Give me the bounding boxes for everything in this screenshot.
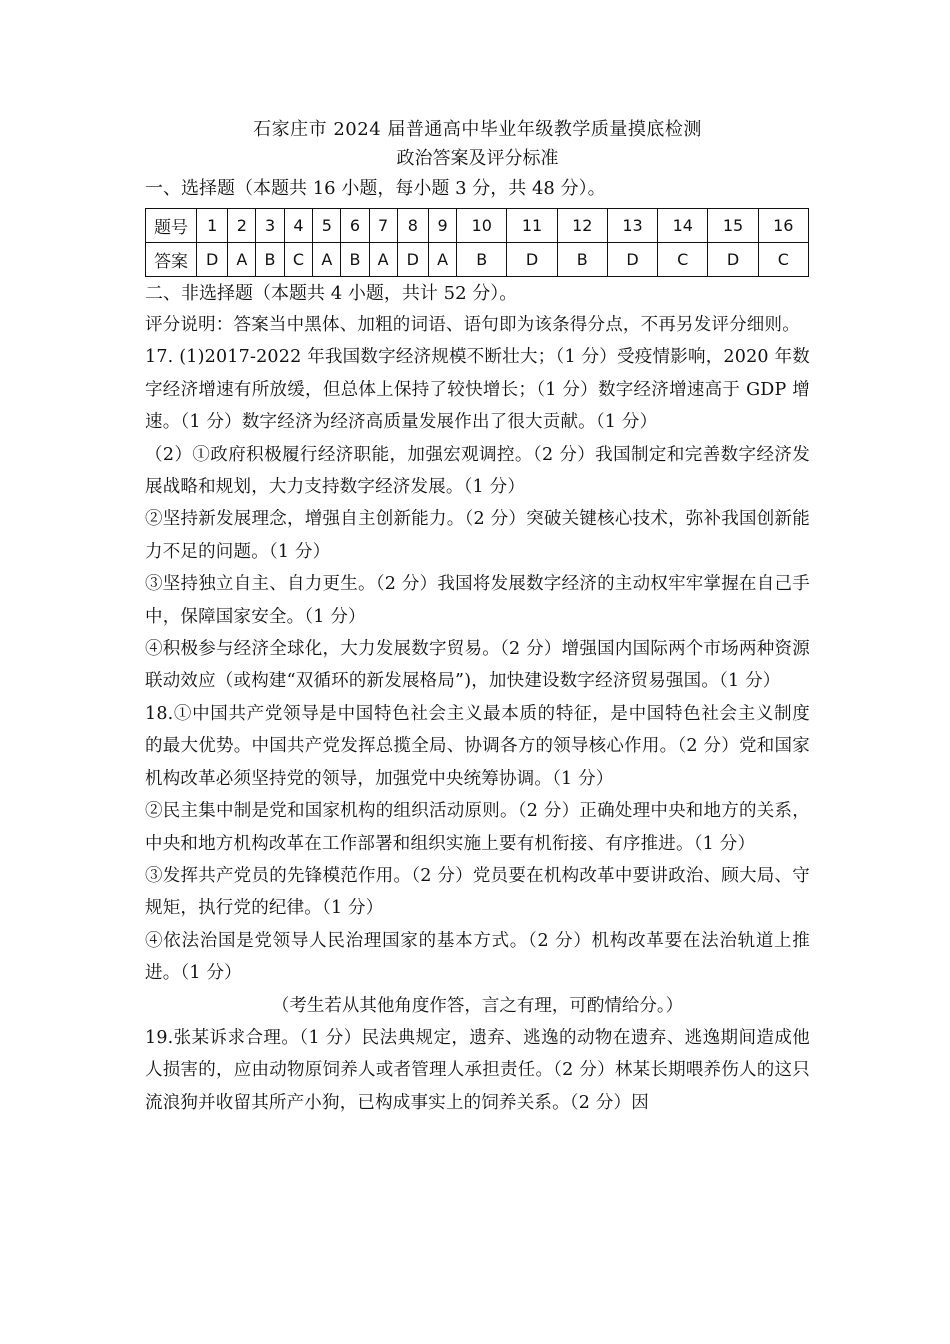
- question-number-cell: 2: [228, 209, 256, 243]
- question-number-cell: 16: [758, 209, 808, 243]
- q18-point4: ④依法治国是党领导人民治理国家的基本方式。（2 分）机构改革要在法治轨道上推进。（1 分）: [145, 930, 810, 984]
- q18-point3: ③发挥共产党员的先锋模范作用。（2 分）党员要在机构改革中要讲政治、顾大局、守规矩，执行党的纪律。（1 分）: [145, 865, 810, 919]
- question-number-cell: 3: [256, 209, 284, 243]
- question-number-cell: 6: [341, 209, 369, 243]
- q17-part2-point4: ④积极参与经济全球化，大力发展数字贸易。（2 分）增强国内国际两个市场两种资源联动效应（或构建“双循环的新发展格局”)，加快建设数字经济贸易强国。（1 分）: [145, 639, 810, 692]
- q17-part2-point1: （2）①政府积极履行经济职能，加强宏观调控。（2 分）我国制定和完善数字经济发展战略和规划，大力支持数字经济发展。（1 分）: [145, 444, 810, 498]
- section2-heading: 二、非选择题（本题共 4 小题，共计 52 分）。: [145, 283, 518, 304]
- q17-part2-point3: ③坚持独立自主、自力更生。（2 分）我国将发展数字经济的主动权牢牢掌握在自己手中，保障国家安全。（1 分）: [145, 574, 810, 627]
- question-number-cell: 14: [658, 209, 708, 243]
- question-number-cell: 8: [397, 209, 428, 243]
- q17-part1: 17. (1)2017-2022 年我国数字经济规模不断壮大；（1 分）受疫情影响，2020 年数字经济增速有所放缓，但总体上保持了较快增长；（1 分）数字经济增速高于 GDP 增速。（1 分）数字经济为经济高质量发展作出了很大贡献。（1 分）: [145, 347, 810, 433]
- answer-cell: A: [228, 243, 256, 277]
- q18-point1: 18.①中国共产党领导是中国特色社会主义最本质的特征，是中国特色社会主义制度的最大优势。中国共产党发挥总揽全局、协调各方的领导核心作用。（2 分）党和国家机构改革必须坚持党的领导，加强党中央统筹协调。（1 分）: [145, 703, 810, 789]
- question-number-cell: 1: [197, 209, 228, 243]
- answer-cell: B: [256, 243, 284, 277]
- document-title: 石家庄市 2024 届普通高中毕业年级教学质量摸底检测: [253, 119, 702, 140]
- row-label-number: 题号: [146, 209, 197, 243]
- question-number-cell: 15: [708, 209, 758, 243]
- document-page: [145, 116, 810, 1119]
- answer-cell: D: [507, 243, 557, 277]
- question-number-cell: 5: [313, 209, 341, 243]
- answer-cell: A: [313, 243, 341, 277]
- answer-cell: B: [341, 243, 369, 277]
- answer-cell: C: [284, 243, 313, 277]
- answer-cell: B: [557, 243, 607, 277]
- question-number-cell: 4: [284, 209, 313, 243]
- answer-cell: D: [397, 243, 428, 277]
- answer-table-answer-row: [146, 243, 809, 277]
- answer-cell: A: [369, 243, 397, 277]
- question-number-cell: 11: [507, 209, 557, 243]
- q18-point2: ②民主集中制是党和国家机构的组织活动原则。（2 分）正确处理中央和地方的关系，中央和地方机构改革在工作部署和组织实施上要有机衔接、有序推进。（1 分）: [145, 801, 810, 854]
- question-number-cell: 10: [457, 209, 507, 243]
- question-number-cell: 13: [607, 209, 657, 243]
- section1-heading: 一、选择题（本题共 16 小题，每小题 3 分，共 48 分）。: [145, 178, 606, 199]
- answer-table-number-row: [146, 209, 809, 243]
- scoring-note: 评分说明：答案当中黑体、加粗的词语、语句即为该条得分点，不再另发评分细则。: [145, 315, 800, 335]
- answer-cell: D: [607, 243, 657, 277]
- q18-grading-note: （考生若从其他角度作答，言之有理，可酌情给分。）: [271, 995, 684, 1016]
- answer-cell: C: [758, 243, 808, 277]
- answer-table: [145, 208, 809, 277]
- q17-part2-point2: ②坚持新发展理念，增强自主创新能力。（2 分）突破关键核心技术，弥补我国创新能力不足的问题。（1 分）: [145, 509, 810, 562]
- answer-cell: D: [708, 243, 758, 277]
- answer-cell: D: [197, 243, 228, 277]
- answer-cell: A: [429, 243, 457, 277]
- q19-answer: 19.张某诉求合理。（1 分）民法典规定，遗弃、逃逸的动物在遗弃、逃逸期间造成他人损害的，应由动物原饲养人或者管理人承担责任。（2 分）林某长期喂养伤人的这只流浪狗并收留其所产小狗，已构成事实上的饲养关系。（2 分）因: [145, 1027, 810, 1113]
- row-label-answer: 答案: [146, 243, 197, 277]
- answer-cell: C: [658, 243, 708, 277]
- question-number-cell: 9: [429, 209, 457, 243]
- answer-cell: B: [457, 243, 507, 277]
- question-number-cell: 7: [369, 209, 397, 243]
- question-number-cell: 12: [557, 209, 607, 243]
- document-subtitle: 政治答案及评分标准: [396, 148, 559, 169]
